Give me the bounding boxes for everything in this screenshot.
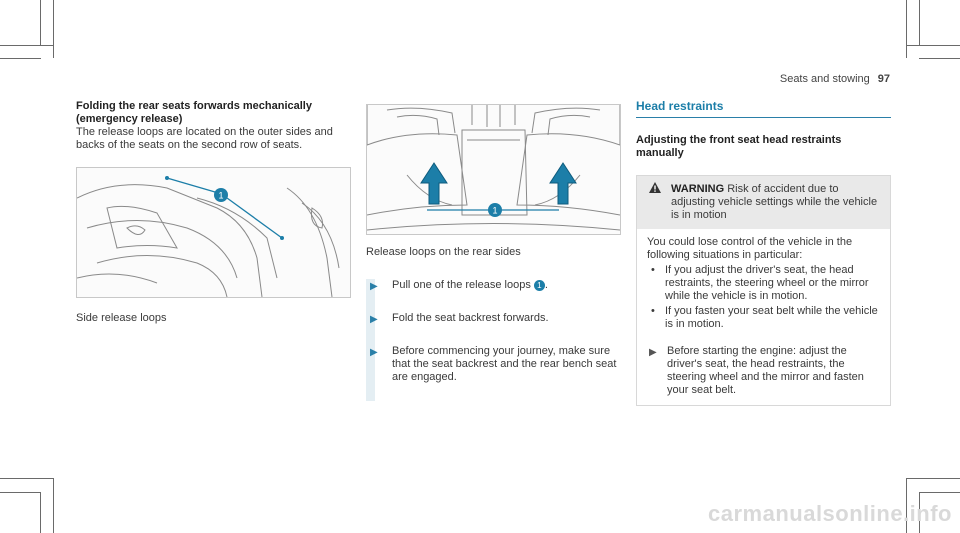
figure-caption: Side release loops: [76, 312, 167, 324]
crop-mark: [40, 492, 41, 533]
step-arrow-icon: ▶: [649, 347, 657, 358]
warning-body: [637, 229, 890, 405]
step-arrow-icon: ▶: [370, 314, 378, 325]
figure-callout-1: 1: [492, 205, 498, 216]
crop-mark: [0, 478, 53, 479]
crop-mark: [919, 58, 960, 59]
column-release-loops: [366, 104, 621, 392]
heading-folding-seats: Folding the rear seats forwards mechanically: [76, 100, 312, 112]
watermark: carmanualsonline.info: [708, 501, 952, 526]
crop-mark: [906, 0, 907, 58]
warning-intro: You could lose control of the vehicle in the following situations in particular:: [647, 236, 853, 261]
warning-step: [647, 345, 880, 397]
step-text: Before starting the engine: adjust the driver's seat, the head restraints, the steering wheel and the mirror and fasten your seat belt.: [667, 345, 864, 396]
crop-mark: [906, 45, 960, 46]
step-text: Before commencing your journey, make sure that the seat backrest and the rear bench seat are engaged.: [392, 345, 617, 383]
crop-mark: [906, 478, 960, 479]
warning-bullet: • If you fasten your seat belt while the vehicle is in motion.: [647, 305, 880, 331]
rear-release-loops-figure: [366, 104, 621, 235]
step-text: Pull one of the release loops: [392, 279, 531, 291]
crop-mark: [0, 45, 53, 46]
warning-triangle-icon: [649, 182, 661, 197]
section-name: Seats and stowing: [779, 73, 870, 85]
body-text: The release loops are located on the outer sides and backs of the seats on the second row of seats.: [76, 126, 333, 151]
column-head-restraints: [636, 100, 891, 406]
bullet-text: If you adjust the driver's seat, the head restraints, the steering wheel or the mirror while the vehicle is in motion.: [665, 264, 869, 302]
rear-seat-illustration: [367, 105, 620, 234]
crop-mark: [0, 58, 41, 59]
figure-callout-1: 1: [218, 190, 224, 201]
warning-header: [637, 176, 890, 229]
heading-emergency-release: (emergency release): [76, 113, 183, 125]
bullet-text: If you fasten your seat belt while the vehicle is in motion.: [665, 305, 878, 330]
section-title: Head restraints: [636, 100, 891, 118]
figure-caption: Release loops on the rear sides: [366, 246, 521, 258]
crop-mark: [0, 492, 41, 493]
page-header: [780, 73, 890, 85]
crop-mark: [919, 492, 960, 493]
warning-title: Risk of accident due to adjusting vehicle settings while the vehicle is in motion: [671, 183, 878, 221]
crop-mark: [53, 0, 54, 58]
crop-mark: [919, 0, 920, 46]
column-folding-seats: [76, 100, 351, 325]
step-item: [366, 312, 621, 325]
warning-bullet: • If you adjust the driver's seat, the head restraints, the steering wheel or the mirror while the vehicle is in motion.: [647, 264, 880, 303]
crop-mark: [53, 478, 54, 533]
step-list: [366, 279, 621, 384]
step-item: [366, 345, 621, 384]
side-release-loops-figure: [76, 167, 351, 298]
sub-title: Adjusting the front seat head restraints manually: [636, 134, 842, 159]
warning-box: [636, 175, 891, 406]
page-number: 97: [877, 73, 890, 85]
warning-label: WARNING: [671, 183, 725, 195]
step-arrow-icon: ▶: [370, 281, 378, 292]
step-text: Fold the seat backrest forwards.: [392, 312, 549, 324]
crop-mark: [40, 0, 41, 46]
step-arrow-icon: ▶: [370, 347, 378, 358]
seat-side-illustration: [77, 168, 350, 297]
step-suffix: .: [544, 279, 548, 291]
callout-badge: 1: [534, 280, 545, 291]
step-item: [366, 279, 621, 292]
